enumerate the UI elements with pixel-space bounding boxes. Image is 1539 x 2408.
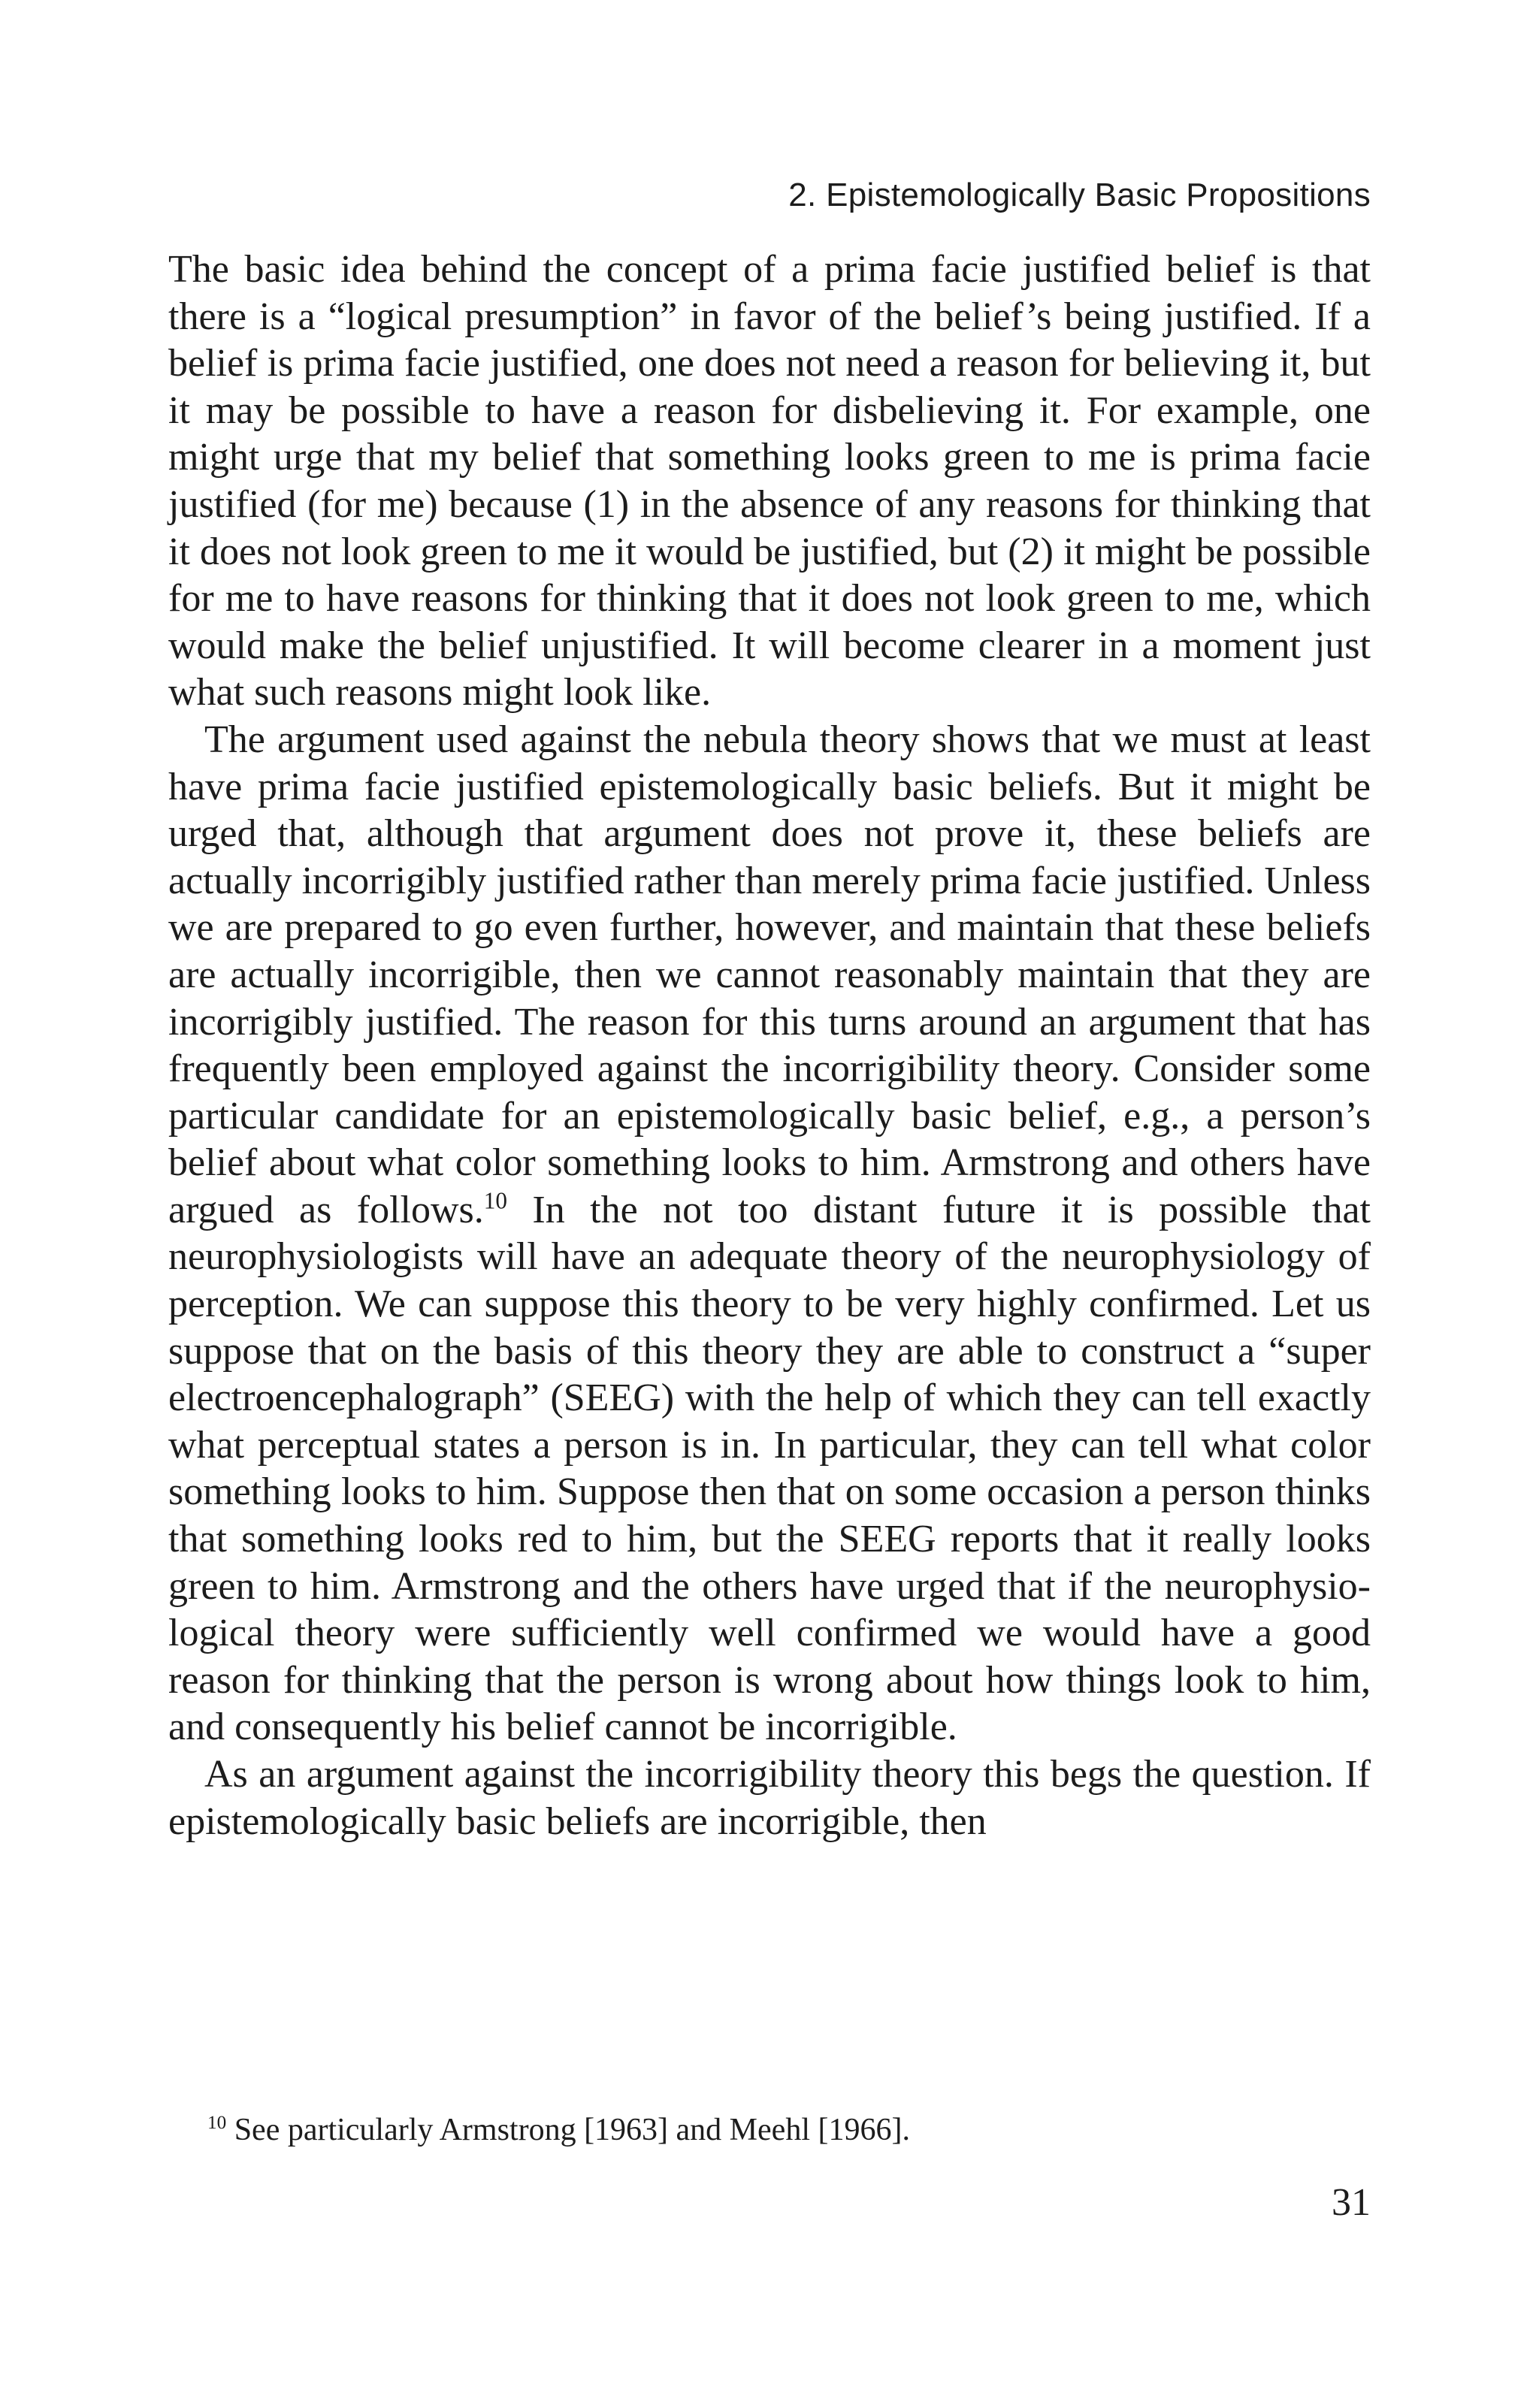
paragraph-1: The basic idea behind the concept of a prima facie justified belief is that there is a “logical presumption” in favor of the belief’s being justified. If a belief is prima facie justified, one does not need a reason for believing it, but it may be possible to have a reason for disbelieving it. For example, one might urge that my belief that something looks green to me is prima facie justified (for me) because (1) in the absence of any reasons for thinking that it does not look green to me it would be justified, but (2) it might be possible for me to have reasons for thinking that it does not look green to me, which would make the belief unjustified. It will become clearer in a moment just what such reasons might look like. [168,248,1371,715]
paragraph-2-text-before-note: The argument used against the nebula theory shows that we must at least have prima facie justified epistemologically basic beliefs. But it might be urged that, although that argument does not prove it, these beliefs are actually incorrigibly justified rather than merely prima facie justified. Unless we are prepared to go even further, however, and maintain that these beliefs are actually incorrigible, then we cannot reasonably maintain that they are incorrigibly justified. The reason for this turns around an argument that has frequently been employed against the incorrigibility theory. Consider some particular candidate for an epistemologically basic belief, e.g., a person’s belief about what color something looks to him. Armstrong and others have argued as follows. [168,718,1371,1231]
paragraph-2 [168,717,1371,1751]
running-header-title: 2. Epistemologically Basic Propositions [788,177,1371,213]
footnote-marker: 10 [207,2113,227,2133]
page-number: 31 [1332,2181,1371,2224]
footnote-text: See particularly Armstrong [1963] and Meehl [1966]. [226,2113,910,2147]
main-text [168,246,1371,1845]
paragraph-2-text-after-note: In the not too distant future it is possible that neurophysiologists will have an adequate theory of the neurophysiology of perception. We can suppose this theory to be very highly confirmed. Let us suppose that on the basis of this theory they are able to construct a “super electroencephalograph” (SEEG) with the help of which they can tell exactly what perceptual states a person is in. In particular, they can tell what color something looks to him. Suppose then that on some occasion a person thinks that something looks red to him, but the SEEG reports that it really looks green to him. Armstrong and the others have urged that if the neurophysiological theory were sufficiently well confirmed we would have a good reason for thinking that the person is wrong about how things look to him, and consequently his belief cannot be incorrigible. [168,1188,1371,1749]
paragraph-3: As an argument against the incorrigibility theory this begs the question. If epistemologically basic beliefs are incorrigible, then [168,1753,1371,1843]
footnote-reference-10: 10 [483,1187,507,1214]
footnote-10 [207,2110,1371,2150]
